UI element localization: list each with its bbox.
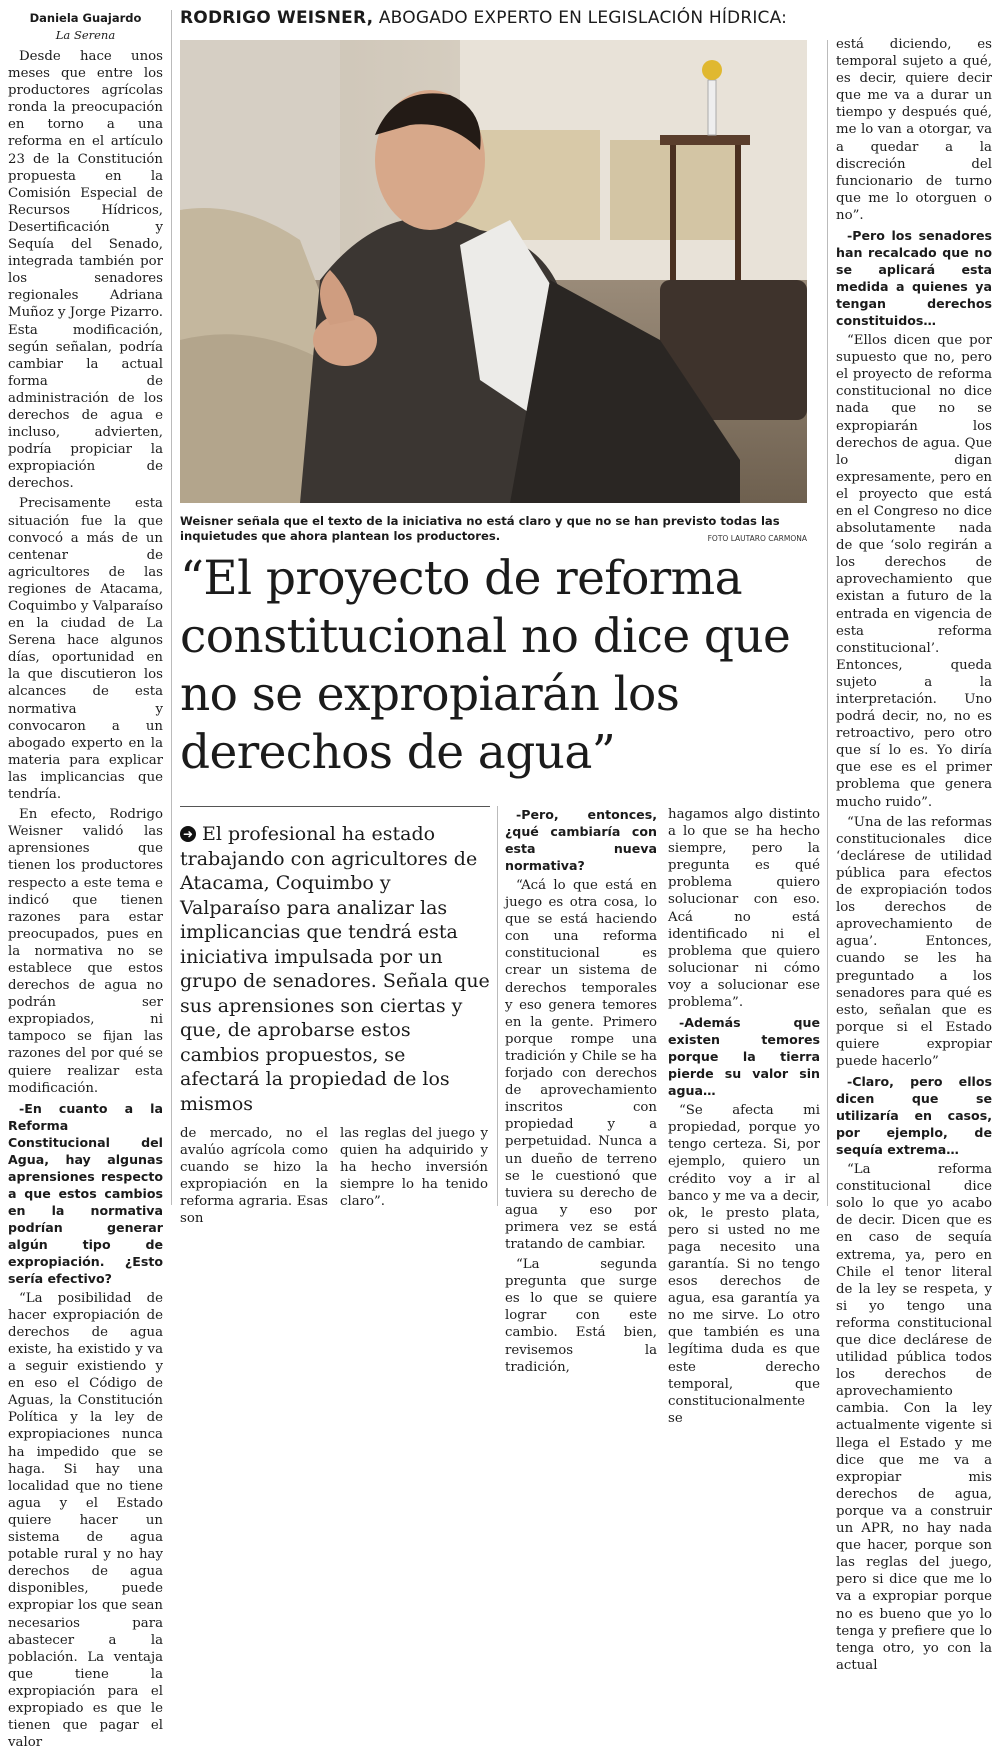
interview-photo [180, 40, 807, 503]
article-continuation-b [340, 1125, 488, 1213]
article-column-5 [836, 36, 992, 1673]
headline-rule [180, 806, 490, 807]
paragraph: de mercado, no el avalúo agrícola como cuando se hizo la expropiación en la reforma agraria. Esas son [180, 1126, 328, 1227]
author-city: La Serena [55, 28, 116, 43]
photo-credit: FOTO LAUTARO CARMONA [707, 534, 807, 543]
column-divider [497, 806, 498, 1206]
paragraph: “La segunda pregunta que surge es lo que se quiere lograr con este cambio. Está bien, revisemos la tradición, [505, 1257, 657, 1375]
paragraph: está diciendo, es temporal sujeto a qué, es decir, quiere decir que me va a durar un tiempo y después qué, me lo van a otorgar, va a quedar a la discreción del funcionario de turno que me lo otorguen o no”. [836, 37, 992, 223]
kicker-role: ABOGADO EXPERTO EN LEGISLACIÓN HÍDRICA: [378, 8, 788, 28]
article-column-1 [8, 48, 163, 1751]
photo-caption: Weisner señala que el texto de la iniciativa no está claro y que no se han previsto todas las inquietudes que ahora plantean los productores. [180, 514, 780, 543]
article-column-3 [505, 806, 657, 1375]
headline: “El proyecto de reforma constitucional no dice que no se expropiarán los derechos de agua” [180, 551, 791, 780]
interview-question: -Pero los senadores han recalcado que no se aplicará esta medida a quienes ya tengan derechos constituidos… [836, 228, 992, 329]
interview-question: -Además que existen temores porque la tierra pierde su valor sin agua… [668, 1015, 820, 1099]
article-column-4 [668, 806, 820, 1426]
interview-question: -Pero, entonces, ¿qué cambiaría con esta nueva normativa? [505, 807, 657, 873]
column-divider [827, 40, 828, 1206]
paragraph: En efecto, Rodrigo Weisner validó las aprensiones que tienen los productores respecto a este tema e indicó que tienen razones para estar preocupados, pues en la normativa no se establece que estos derechos de agua no podrán ser expropiados, ni tampoco se fijan las razones del por qué se quiere realizar esta modificación. [8, 807, 163, 1096]
paragraph: “Se afecta mi propiedad, porque yo tengo certeza. Si, por ejemplo, quiero un crédito voy a ir al banco y me va a decir, ok, le presto plata, pero si usted no me paga necesito una garantía. Si no tengo esos derechos de agua, esa garantía ya no me sirve. Lo otro que también es una legítima duda es que este derecho temporal, que constitucionalmente se [668, 1103, 820, 1426]
column-divider [171, 10, 172, 1205]
lead-text: El profesional ha estado trabajando con agricultores de Atacama, Coquimbo y Valparaíso para analizar las implicancias que tendrá esta iniciativa impulsada por un grupo de senadores. Señala que sus aprensiones son ciertas y que, de aprobarse estos cambios propuestos, se afectará la propiedad de los mismos [180, 823, 490, 1115]
photo-image [180, 40, 807, 503]
paragraph: “La posibilidad de hacer expropiación de derechos de agua existe, ha existido y va a seguir existiendo y en eso el Código de Aguas, la Constitución Política y la ley de expropiaciones nunca ha impedido que se haga. Si hay una localidad que no tiene agua y el Estado quiere hacer un sistema de agua potable rural y no hay derechos de agua disponibles, puede expropiar los que sean necesarios para abastecer a la población. La ventaja que tiene la expropiación para el expropiado es que le tienen que pagar el valor [8, 1290, 163, 1751]
kicker [180, 8, 800, 28]
paragraph: las reglas del juego y quien ha adquirido y ha hecho inversión siempre lo ha tenido claro”. [340, 1126, 488, 1210]
paragraph: “La reforma constitucional dice solo lo que yo acabo de decir. Dicen que es en caso de sequía extrema, ya, pero en Chile el tenor literal de la ley se respeta, y si yo tengo una reforma constitucional que dice declárese de utilidad pública todos los derechos de aprovechamiento cambia. Con la ley actualmente vigente si llega el Estado y me dice que me va a expropiar mis derechos de agua, porque va a construir un APR, no hay nada que hacer, porque son las reglas del juego, pero si dice que me lo va a expropiar porque no es bueno que yo lo tenga y prefiere que lo tenga otro, yo con la actual [836, 1162, 992, 1673]
paragraph: “Ellos dicen que por supuesto que no, pero el proyecto de reforma constitucional no dice nada que no se expropiarán los derechos de agua. Que lo digan expresamente, pero en el proyecto que está en el Congreso no dice absolutamente nada de que ‘solo regirán a los derechos de aprovechamiento que existan a futuro de la entrada en vigencia de esta reforma constitucional’. Entonces, queda sujeto a la interpretación. Uno podrá decir, no, no es retroactivo, pero otro que sí lo es. Yo diría que ese es el primer problema que genera mucho ruido”. [836, 333, 992, 810]
lead-paragraph [180, 822, 490, 1116]
paragraph: hagamos algo distinto a lo que se ha hecho siempre, pero la pregunta es qué problema quiero solucionar con eso. Acá no está identificado ni el problema que quiero solucionar ni cómo voy a solucionar ese problema”. [668, 807, 820, 1011]
byline [8, 10, 163, 48]
paragraph: “Acá lo que está en juego es otra cosa, lo que se está haciendo con una reforma constitucional es crear un sistema de derechos temporales y eso genera temores en la gente. Primero porque rompe una tradición y Chile se ha forjado con derechos de aprovechamiento inscritos con propiedad y a perpetuidad. Nunca a un dueño de terreno se le cuestionó que tuviera su derecho de agua y eso por primera vez se está tratando de cambiar. [505, 878, 657, 1252]
paragraph: “Una de las reformas constitucionales dice ‘declárese de utilidad pública para efectos de expropiación todos los derechos de aprovechamiento de agua’. Entonces, cuando se les ha preguntado a los senadores para qué es esto, señalan que es porque si el Estado quiere expropiar puede hacerlo” [836, 814, 992, 1069]
paragraph: Desde hace unos meses que entre los productores agrícolas ronda la preocupación en torno a una reforma en el artículo 23 de la Constitución propuesta en la Comisión Especial de Recursos Hídricos, Desertificación y Sequía del Senado, integrada también por los senadores regionales Adriana Muñoz y Jorge Pizarro. Esta modificación, según señalan, podría cambiar la actual forma de administración de los derechos de agua e incluso, advierten, podría propiciar la expropiación de derechos. [8, 49, 163, 492]
kicker-name: RODRIGO WEISNER, [180, 8, 374, 28]
arrow-icon: ➜ [180, 826, 196, 842]
article-continuation-a [180, 1125, 328, 1231]
paragraph: Precisamente esta situación fue la que convocó a más de un centenar de agricultores de las regiones de Atacama, Coquimbo y Valparaíso en la ciudad de La Serena hace algunos días, oportunidad en la que discutieron los alcances de esta normativa y convocaron a un abogado experto en la materia para explicar las implicancias que tendría. [8, 496, 163, 803]
author-name: Daniela Guajardo [29, 11, 142, 25]
interview-question: -Claro, pero ellos dicen que se utilizaría en casos, por ejemplo, de sequía extrema… [836, 1074, 992, 1158]
interview-question: -En cuanto a la Reforma Constitucional del Agua, hay algunas aprensiones respecto a que estos cambios en la normativa podrían generar algún tipo de expropiación. ¿Esto sería efectivo? [8, 1100, 163, 1286]
